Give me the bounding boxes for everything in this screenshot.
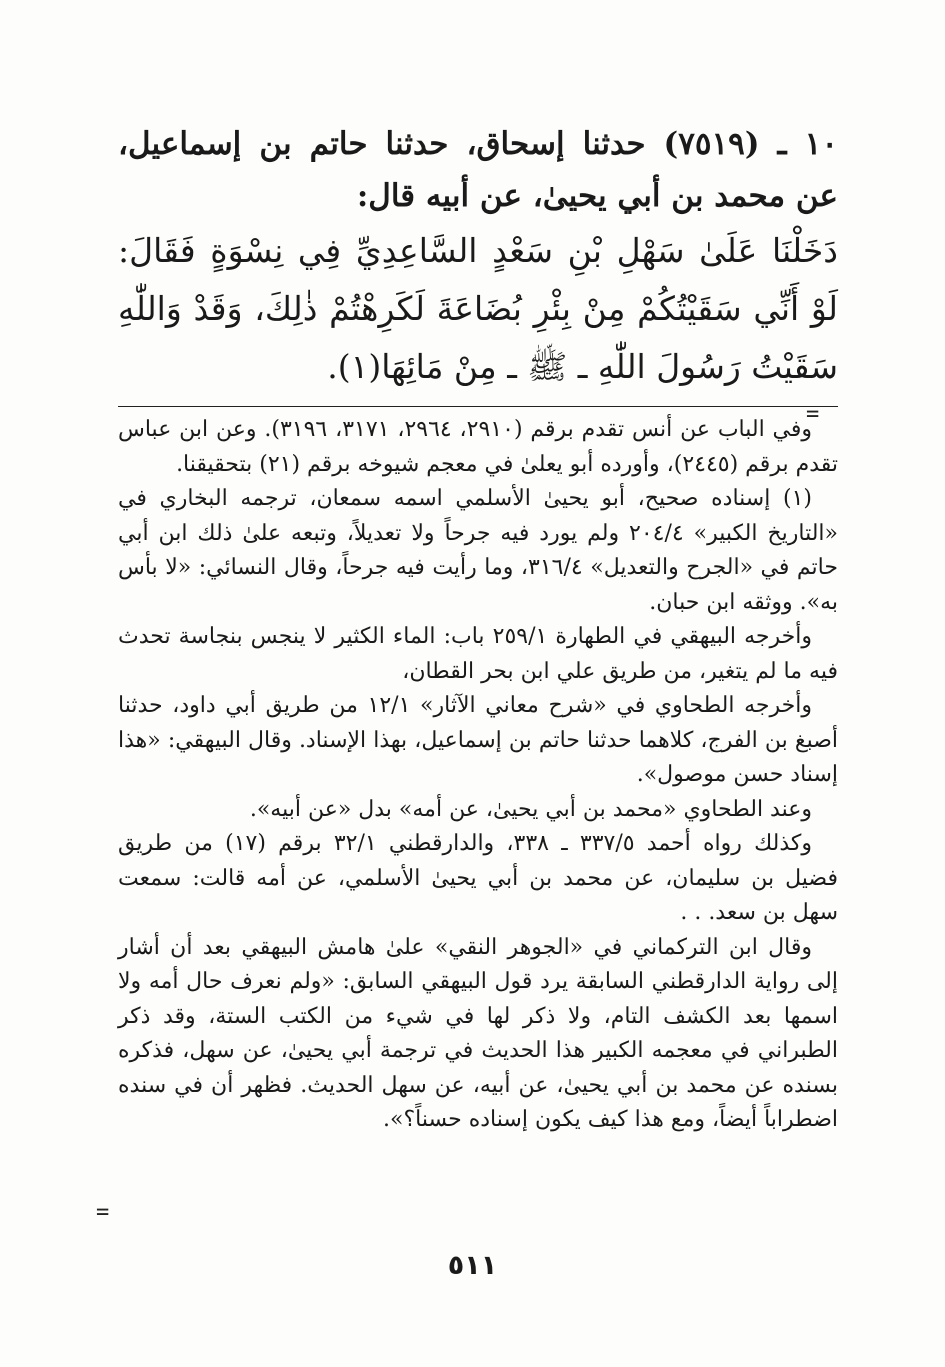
footnote-paragraph-bayhaqi: وأخرجه البيهقي في الطهارة ٢٥٩/١ باب: الماء الكثير لا ينجس بنجاسة تحدث فيه ما لم يتغير، من طريق علي ابن بحر القطان، (118, 624, 838, 684)
footnote-paragraph-ahmad: وكذلك رواه أحمد ٣٣٧/٥ ـ ٣٣٨، والدارقطني ٣٢/١ برقم (١٧) من طريق فضيل بن سليمان، عن محمد بن أبي يحيىٰ الأسلمي، عن أمه قالت: سمعت سهل بن سعد. . . (118, 831, 838, 925)
footnote-paragraph-turkmani: وقال ابن التركماني في «الجوهر النقي» علىٰ هامش البيهقي بعد أن أشار إلى رواية الدارقطني السابقة يرد قول البيهقي السابق: «ولم نعرف حال أمه ولا اسمها بعد الكشف التام، ولا ذكر لها في شيء من الكتب الستة، وقد ذكر الطبراني في معجمه الكبير هذا الحديث في ترجمة أبي يحيىٰ، عن سهل، فذكره بسنده عن محمد بن أبي يحيىٰ، عن أبيه، عن سهل الحديث. فظهر أن في سنده اضطراباً أيضاً، ومع هذا كيف يكون إسناده حسناً؟». (118, 934, 838, 1132)
footnote-1: (١) إسناده صحيح، أبو يحيىٰ الأسلمي اسمه سمعان، ترجمه البخاري في «التاريخ الكبير» ٢٠٤/٤ ولم يورد فيه جرحاً ولا تعديلاً، وتبعه علىٰ ذلك ابن أبي حاتم في «الجرح والتعديل» ٣١٦/٤، وما رأيت فيه جرحاً، وقال النسائي: «لا بأس به». ووثقه ابن حبان. (118, 486, 838, 615)
hadith-matn: دَخَلْنَا عَلَىٰ سَهْلِ بْنِ سَعْدٍ السَّاعِدِيِّ فِي نِسْوَةٍ فَقَالَ: لَوْ أَنِّي سَقَيْتُكُمْ مِنْ بِئْرِ بُضَاعَةَ لَكَرِهْتُمْ ذٰلِكَ، وَقَدْ وَاللّٰهِ سَقَيْتُ رَسُولَ اللّٰهِ ـ ﷺ ـ مِنْ مَائِهَا(١). (118, 231, 838, 386)
hadith-chain-line-1: ١٠ ـ (٧٥١٩) حدثنا إسحاق، حدثنا حاتم بن إسماعيل، (118, 126, 838, 162)
page-content (118, 118, 838, 1138)
footnote-paragraph-tahawi: وأخرجه الطحاوي في «شرح معاني الآثار» ١٢/١ من طريق أبي داود، حدثنا أصبغ بن الفرج، كلاهما حدثنا حاتم بن إسماعيل، بهذا الإسناد. وقال البيهقي: «هذا إسناد حسن موصول». (118, 693, 838, 787)
continuation-mark-top: = (806, 402, 820, 427)
footnotes (118, 413, 838, 1138)
footnote-divider (118, 406, 838, 407)
hadith-chain-line-2: عن محمد بن أبي يحيىٰ، عن أبيه قال: (356, 178, 838, 214)
continuation-mark-bottom: = (96, 1200, 110, 1225)
footnote-continuation: وفي الباب عن أنس تقدم برقم (٢٩١٠، ٢٩٦٤، ٣١٧١، ٣١٩٦). وعن ابن عباس تقدم برقم (٢٤٤٥)، وأورده أبو يعلىٰ في معجم شيوخه برقم (٢١) بتحقيقنا. (118, 417, 838, 477)
page-number: ٥١١ (447, 1250, 498, 1281)
footnote-paragraph-tahawi-variant: وعند الطحاوي «محمد بن أبي يحيىٰ، عن أمه» بدل «عن أبيه». (249, 796, 812, 822)
